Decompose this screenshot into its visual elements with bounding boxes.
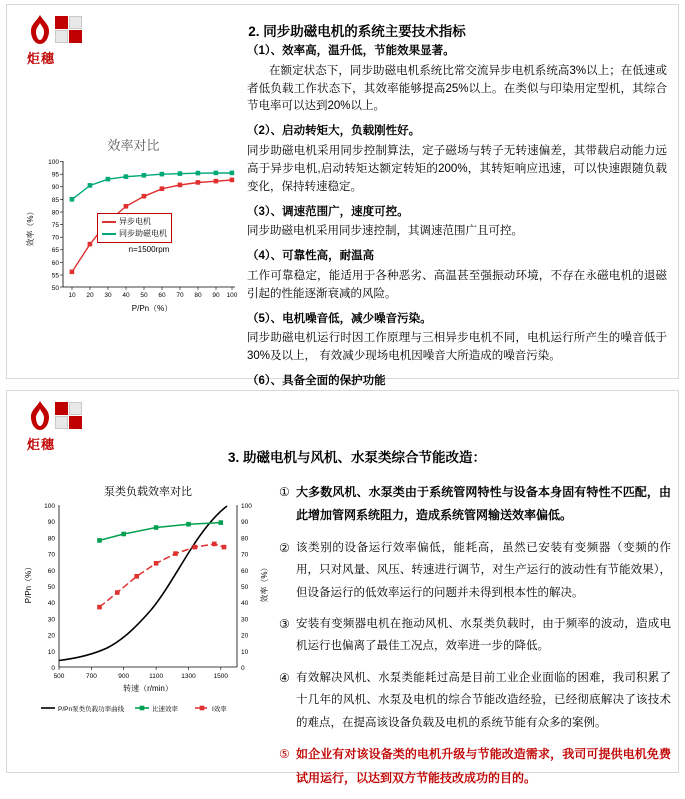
slide-technical-indicators — [6, 4, 679, 387]
svg-text:95: 95 — [51, 171, 59, 179]
svg-text:90: 90 — [212, 292, 220, 299]
list-item — [279, 743, 671, 790]
svg-text:90: 90 — [47, 519, 55, 527]
logo-square-4 — [69, 416, 82, 429]
logo-mark-2 — [25, 401, 85, 431]
efficiency-comparison-chart — [21, 135, 246, 325]
chart2-title: 泵类负载效率对比 — [104, 486, 192, 498]
svg-text:效率（%）: 效率（%） — [26, 207, 35, 247]
indicator-para-4: 工作可靠稳定，能适用于各种恶劣、高温甚至强振动环境，不存在永磁电机的退磁引起的性能逐渐衰减的风险。 — [247, 269, 667, 300]
logo-company-name-2: 炬穗 — [27, 437, 56, 452]
list-item — [279, 613, 671, 658]
logo-square-3 — [55, 416, 68, 429]
slide-energy-saving-retrofit — [6, 390, 679, 785]
legend-swatch-green-icon — [102, 233, 116, 235]
svg-text:80: 80 — [51, 209, 59, 217]
logo-square-1 — [55, 16, 68, 29]
logo-company-name: 炬穗 — [27, 51, 56, 66]
svg-text:30: 30 — [47, 616, 55, 624]
svg-text:65: 65 — [51, 247, 59, 255]
svg-text:0: 0 — [51, 665, 55, 672]
list-item-number: ③ — [279, 617, 290, 632]
svg-text:100: 100 — [48, 159, 59, 166]
indicator-para-5: 同步助磁电机运行时因工作原理与三相异步电机不同，电机运行所产生的噪音低于30%及以上， 有效减少现场电机因噪音大所造成的噪音污染。 — [247, 332, 667, 363]
svg-text:P/Pn泵类负载功率曲线: P/Pn泵类负载功率曲线 — [58, 706, 125, 713]
list-item — [279, 537, 671, 604]
svg-text:500: 500 — [53, 673, 65, 680]
logo-square-2 — [69, 16, 82, 29]
retrofit-points-list — [279, 481, 671, 799]
svg-text:50: 50 — [241, 584, 249, 591]
legend-label-async: 异步电机 — [119, 217, 151, 226]
list-item — [279, 481, 671, 528]
list-item — [279, 667, 671, 734]
svg-text:55: 55 — [51, 272, 59, 280]
svg-text:80: 80 — [194, 292, 202, 299]
svg-text:10: 10 — [47, 648, 55, 656]
page-title-2: 3. 助磁电机与风机、水泵类综合节能改造： — [227, 450, 486, 465]
svg-text:P/Pn（%）: P/Pn（%） — [131, 304, 173, 313]
svg-text:700: 700 — [85, 673, 97, 680]
svg-text:40: 40 — [122, 292, 130, 299]
svg-text:80: 80 — [47, 535, 55, 543]
svg-text:20: 20 — [47, 632, 55, 640]
list-item-text: 大多数风机、水泵类由于系统管网特性与设备本身固有特性不匹配，由此增加管网系统阻力，造成系统管网输送效率偏低。 — [296, 485, 671, 523]
svg-text:30: 30 — [241, 616, 249, 624]
svg-text:100: 100 — [241, 503, 252, 510]
svg-text:60: 60 — [241, 567, 249, 575]
svg-text:1500: 1500 — [213, 673, 229, 680]
svg-text:75: 75 — [51, 222, 59, 229]
technical-indicators-body — [247, 43, 667, 435]
svg-text:I效率: I效率 — [212, 706, 227, 713]
svg-text:900: 900 — [118, 673, 130, 680]
indicator-heading-2: （2）、启动转矩大，负载刚性好。 — [247, 125, 421, 138]
legend-label-sync: 同步助磁电机 — [119, 229, 167, 238]
svg-text:40: 40 — [241, 600, 249, 608]
indicator-para-1: 在额定状态下，同步助磁电机系统比常交流异步电机系统高3%以上；在低速或者低负载工作状态下，其效率能够提高25%以上。在类似与印染用定型机，其综合节电率可以达到20%以上。 — [247, 64, 667, 113]
indicator-heading-5: （5）、电机噪音低，减少噪音污染。 — [247, 312, 432, 325]
svg-text:30: 30 — [104, 292, 112, 299]
chart1-title: 效率对比 — [107, 138, 160, 153]
svg-text:60: 60 — [51, 259, 59, 267]
svg-text:90: 90 — [51, 184, 59, 192]
svg-text:50: 50 — [140, 292, 148, 299]
list-item-number: ④ — [279, 670, 290, 685]
svg-text:40: 40 — [47, 600, 55, 608]
indicator-heading-3: （3）、调速范围广，速度可控。 — [247, 205, 409, 218]
list-item-text: 如企业有对该设备类的电机升级与节能改造需求，我司可提供电机免费试用运行，以达到双方节能技改成功的目的。 — [296, 747, 671, 785]
page-title: 2. 同步助磁电机的系统主要技术指标 — [248, 24, 466, 39]
svg-text:80: 80 — [241, 535, 249, 543]
list-item-text: 有效解决风机、水泵类能耗过高是目前工业企业面临的困难，我司积累了十几年的风机、水泵及电机的综合节能改造经验，已经彻底解决了该技术的难点，在提高该设备负载及电机的系统节能有众多的案例。 — [296, 671, 671, 729]
svg-text:60: 60 — [47, 567, 55, 575]
svg-text:P/Pn（%）: P/Pn（%） — [24, 562, 33, 604]
svg-text:70: 70 — [47, 551, 55, 559]
svg-text:效率（%）: 效率（%） — [260, 563, 269, 603]
company-logo — [25, 15, 87, 66]
svg-text:1300: 1300 — [181, 673, 196, 680]
indicator-heading-1: （1）、效率高，温升低，节能效果显著。 — [247, 45, 455, 57]
svg-text:85: 85 — [51, 196, 59, 204]
company-logo-2 — [25, 401, 87, 452]
svg-text:10: 10 — [241, 648, 249, 656]
logo-square-2 — [69, 402, 82, 415]
svg-text:比速效率: 比速效率 — [152, 706, 178, 713]
logo-square-3 — [55, 30, 68, 43]
indicator-heading-4: （4）、可靠性高，耐温高 — [247, 250, 375, 263]
list-item-number: ① — [279, 485, 290, 499]
flame-icon — [27, 15, 53, 45]
svg-text:50: 50 — [51, 285, 59, 292]
logo-square-1 — [55, 402, 68, 415]
svg-text:50: 50 — [47, 584, 55, 591]
list-item-number: ② — [279, 540, 290, 555]
svg-text:100: 100 — [226, 292, 238, 299]
indicator-para-2: 同步助磁电机采用同步控制算法，定子磁场与转子无转速偏差，其带载启动能力远高于异步电机,启动转矩达额定转矩的200%，其转矩响应迅速，可以快速跟随负载变化，保持转速稳定。 — [247, 145, 667, 193]
svg-text:0: 0 — [241, 665, 245, 672]
indicator-heading-6: （6）、具备全面的保护功能 — [247, 375, 386, 387]
legend-item-async — [102, 216, 167, 228]
svg-text:n=1500rpm: n=1500rpm — [128, 245, 170, 254]
indicator-para-3: 同步助磁电机采用同步速控制，其调速范围广且可控。 — [247, 225, 523, 238]
list-item-text: 安装有变频器电机在拖动风机、水泵类负载时，由于频率的波动，造成电机运行也偏离了最佳工况点，效率进一步的降低。 — [296, 618, 671, 653]
logo-mark — [25, 15, 85, 45]
svg-text:20: 20 — [241, 632, 249, 640]
chart2-legend — [41, 704, 227, 713]
list-item-text: 该类别的设备运行效率偏低，能耗高，虽然已安装有变频器（变频的作用，只对风量、风压、转速进行调节，对生产运行的波动性有节能效果），但设备运行的低效率运行的问题并未得到根本性的解决。 — [296, 541, 671, 599]
svg-text:100: 100 — [44, 503, 55, 510]
svg-text:20: 20 — [86, 292, 94, 299]
chart2-svg — [19, 483, 277, 728]
svg-text:60: 60 — [158, 292, 166, 299]
svg-text:90: 90 — [241, 519, 249, 527]
logo-square-4 — [69, 30, 82, 43]
pump-load-efficiency-chart — [19, 483, 277, 728]
legend-item-sync — [102, 228, 167, 240]
flame-icon — [27, 401, 53, 431]
svg-text:70: 70 — [51, 234, 59, 242]
svg-text:转速（r/min）: 转速（r/min） — [123, 684, 173, 693]
list-item-number: ⑤ — [279, 747, 290, 762]
svg-text:1100: 1100 — [149, 673, 164, 680]
svg-text:10: 10 — [68, 292, 76, 299]
legend-swatch-red-icon — [102, 221, 116, 223]
chart1-legend — [97, 213, 172, 243]
svg-text:70: 70 — [176, 292, 184, 299]
svg-text:70: 70 — [241, 551, 249, 559]
